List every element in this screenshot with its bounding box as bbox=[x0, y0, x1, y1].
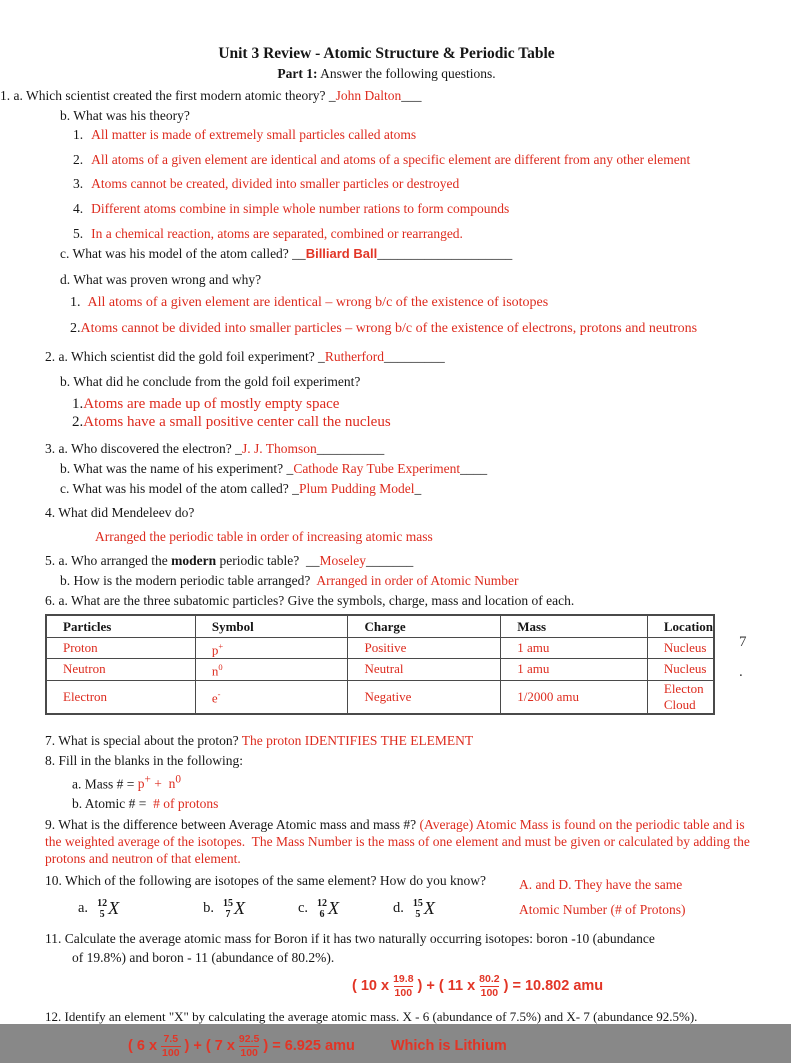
answer-3a: J. J. Thomson bbox=[241, 441, 317, 456]
list-item bbox=[0, 199, 773, 218]
question-6: 6. a. What are the three subatomic particles? Give the symbols, charge, mass and location of each. bbox=[45, 593, 575, 608]
element-symbol: X bbox=[423, 898, 435, 919]
fraction bbox=[239, 1033, 259, 1059]
question-10-block bbox=[0, 872, 773, 925]
mass-number: 12 bbox=[97, 897, 108, 909]
list-item bbox=[0, 224, 773, 243]
plus-sign: + bbox=[150, 776, 169, 792]
question-3a-text: 3. a. Who discovered the electron? _ bbox=[45, 441, 242, 456]
answer-4: Arranged the periodic table in order of increasing atomic mass bbox=[95, 529, 433, 544]
fraction bbox=[479, 973, 499, 999]
question-10: 10. Which of the following are isotopes of the same element? How do you know? bbox=[45, 873, 487, 889]
formula-middle: ) + ( 7 x bbox=[184, 1037, 235, 1054]
option-b bbox=[203, 898, 245, 920]
numerator: 92.5 bbox=[238, 1033, 260, 1046]
table-row bbox=[46, 659, 714, 680]
part-text: Answer the following questions. bbox=[317, 66, 496, 81]
item-answer: Atoms cannot be created, divided into smaller particles or destroyed bbox=[91, 176, 460, 191]
answer-8a bbox=[137, 773, 181, 792]
blank-line: _________ bbox=[384, 349, 445, 364]
item-answer: Different atoms combine in simple whole number rations to form compounds bbox=[91, 201, 510, 216]
option-label: d. bbox=[393, 900, 404, 917]
cell-charge: Positive bbox=[348, 638, 501, 659]
answer-10 bbox=[519, 872, 685, 922]
numerator: 80.2 bbox=[479, 973, 500, 986]
formula-open: ( 10 x bbox=[352, 977, 390, 994]
table-header-row bbox=[46, 615, 714, 638]
question-3b-text: b. What was the name of his experiment? _ bbox=[60, 461, 294, 476]
fraction bbox=[161, 1033, 181, 1059]
denominator: 100 bbox=[480, 986, 499, 999]
question-11-line1: 11. Calculate the average atomic mass for Boron if it has two naturally occurring isotopes: boron -10 (abundance bbox=[45, 931, 655, 947]
part-label: Part 1: bbox=[277, 66, 318, 81]
answer-7: The proton IDENTIFIES THE ELEMENT bbox=[241, 732, 474, 748]
list-item bbox=[0, 414, 773, 432]
cell-mass: 1 amu bbox=[501, 659, 648, 680]
answer-1c: Billiard Ball bbox=[305, 246, 378, 261]
mass-number: 15 bbox=[222, 897, 233, 909]
proton-symbol: p bbox=[137, 776, 145, 792]
option-label: a. bbox=[78, 900, 89, 917]
cell-charge: Negative bbox=[348, 680, 501, 714]
column-header: Particles bbox=[46, 615, 195, 638]
question-8: 8. Fill in the blanks in the following: bbox=[45, 752, 243, 768]
nuclide-numbers bbox=[317, 898, 327, 920]
table-row bbox=[46, 680, 714, 714]
formula-open: ( 6 x bbox=[128, 1037, 158, 1054]
list-item bbox=[0, 396, 773, 414]
question-3a bbox=[0, 439, 773, 458]
question-8a bbox=[0, 771, 773, 794]
question-1a bbox=[0, 86, 773, 105]
cell-mass: 1 amu bbox=[501, 638, 648, 659]
answer-9: (Average) Atomic Mass is found on the periodic table and is the weighted average of the isotopes. The Mass Number is the mass of one element and must be given or calculated by adding the protons and neutron of that element. bbox=[45, 817, 754, 867]
part-heading bbox=[0, 64, 773, 83]
answer-10-line2: Atomic Number (# of Protons) bbox=[519, 902, 686, 918]
cell-symbol bbox=[195, 680, 348, 714]
question-5b-text: b. How is the modern periodic table arranged? bbox=[60, 573, 317, 588]
stray-seven: 7 bbox=[739, 634, 747, 650]
item-number: 2. bbox=[73, 152, 84, 167]
answer-8b: # of protons bbox=[153, 796, 219, 812]
symbol-sup: - bbox=[217, 689, 221, 700]
question-3c bbox=[0, 479, 773, 498]
formula-middle: ) + ( 11 x bbox=[417, 977, 476, 994]
stray-period: . bbox=[739, 664, 743, 680]
formula-result: 6.925 amu bbox=[284, 1037, 355, 1054]
question-1a-text: 1. a. Which scientist created the first modern atomic theory? _ bbox=[0, 88, 336, 103]
formula-equals: ) = bbox=[263, 1037, 281, 1054]
question-5a-text2: periodic table? __ bbox=[216, 553, 320, 568]
question-9 bbox=[0, 816, 773, 867]
list-item bbox=[0, 292, 773, 313]
item-answer: All matter is made of extremely small particles called atoms bbox=[91, 127, 417, 142]
numerator: 7.5 bbox=[163, 1033, 179, 1046]
option-label: b. bbox=[203, 900, 214, 917]
symbol-base: e bbox=[211, 690, 218, 706]
cell-symbol bbox=[195, 659, 348, 680]
question-3b bbox=[0, 459, 773, 478]
answer-5b: Arranged in order of Atomic Number bbox=[316, 573, 519, 588]
question-5a-text: 5. a. Who arranged the bbox=[45, 553, 172, 568]
atomic-number: 7 bbox=[225, 908, 231, 920]
question-4: 4. What did Mendeleev do? bbox=[45, 505, 195, 520]
item-number: 1. bbox=[70, 295, 81, 310]
atomic-number: 6 bbox=[319, 908, 325, 920]
mass-number: 15 bbox=[412, 897, 423, 909]
column-header: Symbol bbox=[195, 615, 348, 638]
list-item bbox=[0, 318, 773, 339]
list-item bbox=[0, 150, 773, 169]
proton-sup: + bbox=[144, 773, 151, 786]
answer-5a: Moseley bbox=[319, 553, 367, 568]
blank-line: _ bbox=[414, 481, 422, 496]
cell-location: Nucleus bbox=[647, 659, 714, 680]
cell-particle: Electron bbox=[46, 680, 195, 714]
answer-3b: Cathode Ray Tube Experiment bbox=[293, 461, 461, 476]
option-label: c. bbox=[297, 900, 308, 917]
element-symbol: X bbox=[108, 898, 120, 919]
lithium-average-mass-formula bbox=[128, 1029, 773, 1063]
answer-3c: Plum Pudding Model bbox=[298, 481, 415, 496]
answer-1a: John Dalton bbox=[335, 88, 402, 103]
answer-2a: Rutherford bbox=[324, 349, 385, 364]
element-symbol: X bbox=[328, 898, 339, 919]
atomic-number: 5 bbox=[99, 908, 105, 920]
question-8b bbox=[0, 794, 773, 813]
denominator: 100 bbox=[240, 1046, 258, 1059]
column-header: Mass bbox=[501, 615, 648, 638]
boron-average-mass-formula bbox=[352, 969, 773, 1003]
question-7 bbox=[0, 731, 773, 750]
question-2a bbox=[0, 347, 773, 366]
question-1c-text: c. What was his model of the atom called? __ bbox=[60, 246, 306, 261]
question-5b bbox=[0, 571, 773, 590]
option-a bbox=[78, 898, 119, 920]
question-1c bbox=[0, 244, 773, 263]
question-12: 12. Identify an element "X" by calculating the average atomic mass. X - 6 (abundance of 7.5%) and X- 7 (abundance 92.5%). bbox=[45, 1009, 698, 1025]
fraction bbox=[393, 973, 413, 999]
symbol-base: n bbox=[211, 663, 219, 679]
item-number: 2. bbox=[70, 321, 81, 336]
question-11-line2: of 19.8%) and boron - 11 (abundance of 80.2%). bbox=[72, 950, 335, 966]
question-2a-text: 2. a. Which scientist did the gold foil experiment? _ bbox=[45, 349, 325, 364]
question-7-text: 7. What is special about the proton? bbox=[45, 732, 242, 748]
option-d bbox=[393, 898, 435, 920]
item-number: 1. bbox=[72, 396, 84, 412]
stray-number bbox=[739, 627, 753, 687]
item-answer: All atoms of a given element are identical – wrong b/c of the existence of isotopes bbox=[87, 295, 549, 310]
list-item bbox=[0, 125, 773, 144]
item-number: 1. bbox=[73, 127, 84, 142]
atomic-number: 5 bbox=[415, 908, 421, 920]
question-2b: b. What did he conclude from the gold foil experiment? bbox=[60, 374, 361, 389]
column-header: Charge bbox=[348, 615, 501, 638]
question-8b-text: b. Atomic # = bbox=[72, 796, 154, 812]
answer-10-line1: A. and D. They have the same bbox=[519, 877, 683, 893]
item-answer: In a chemical reaction, atoms are separated, combined or rearranged. bbox=[91, 226, 463, 241]
cell-location: Electon Cloud bbox=[647, 680, 714, 714]
column-header: Location bbox=[647, 615, 714, 638]
question-1b: b. What was his theory? bbox=[60, 108, 190, 123]
item-answer: Atoms are made up of mostly empty space bbox=[83, 396, 340, 412]
cell-particle: Proton bbox=[46, 638, 195, 659]
item-number: 5. bbox=[73, 226, 84, 241]
cell-charge: Neutral bbox=[348, 659, 501, 680]
question-5a-bold: modern bbox=[171, 553, 217, 568]
option-c bbox=[298, 898, 339, 920]
table-row bbox=[46, 638, 714, 659]
item-number: 3. bbox=[73, 176, 84, 191]
mass-number: 12 bbox=[317, 897, 327, 909]
subatomic-particles-table bbox=[45, 614, 715, 715]
blank-line: ___ bbox=[401, 88, 422, 103]
numerator: 19.8 bbox=[393, 973, 414, 986]
nuclide-numbers bbox=[97, 898, 107, 920]
blank-line: ____________________ bbox=[377, 246, 513, 261]
item-answer: All atoms of a given element are identical and atoms of a specific element are different from any other element bbox=[91, 152, 691, 167]
denominator: 100 bbox=[162, 1046, 180, 1059]
page-title: Unit 3 Review - Atomic Structure & Periodic Table bbox=[218, 45, 555, 62]
cell-location: Nucleus bbox=[647, 638, 714, 659]
question-8a-text: a. Mass # = bbox=[72, 776, 138, 792]
formula-result: 10.802 amu bbox=[524, 977, 604, 994]
item-number: 4. bbox=[73, 201, 84, 216]
neutron-symbol: n bbox=[168, 776, 176, 792]
list-item bbox=[0, 174, 773, 193]
cell-symbol bbox=[195, 638, 348, 659]
nuclide-numbers bbox=[223, 898, 233, 920]
item-answer: Atoms have a small positive center call the nucleus bbox=[83, 413, 391, 430]
question-5a bbox=[0, 551, 773, 570]
denominator: 100 bbox=[394, 986, 413, 999]
symbol-base: p bbox=[211, 642, 219, 658]
question-1d: d. What was proven wrong and why? bbox=[60, 272, 262, 287]
neutron-sup: 0 bbox=[175, 773, 181, 786]
nuclide-numbers bbox=[413, 898, 423, 920]
item-number: 2. bbox=[72, 413, 84, 430]
blank-line: ____ bbox=[460, 461, 488, 476]
blank-line: _______ bbox=[366, 553, 414, 568]
symbol-sup: + bbox=[218, 641, 224, 651]
element-symbol: X bbox=[233, 898, 245, 919]
item-answer: Atoms cannot be divided into smaller particles – wrong b/c of the existence of electrons, protons and neutrons bbox=[80, 321, 698, 336]
question-9-text: 9. What is the difference between Average Atomic mass and mass #? bbox=[45, 817, 420, 833]
formula-equals: ) = bbox=[503, 977, 521, 994]
formula-note: Which is Lithium bbox=[390, 1037, 507, 1054]
question-3c-text: c. What was his model of the atom called? _ bbox=[60, 481, 299, 496]
symbol-sup: 0 bbox=[218, 662, 223, 673]
blank-line: __________ bbox=[316, 441, 385, 456]
cell-particle: Neutron bbox=[46, 659, 195, 680]
cell-mass: 1/2000 amu bbox=[501, 680, 648, 714]
